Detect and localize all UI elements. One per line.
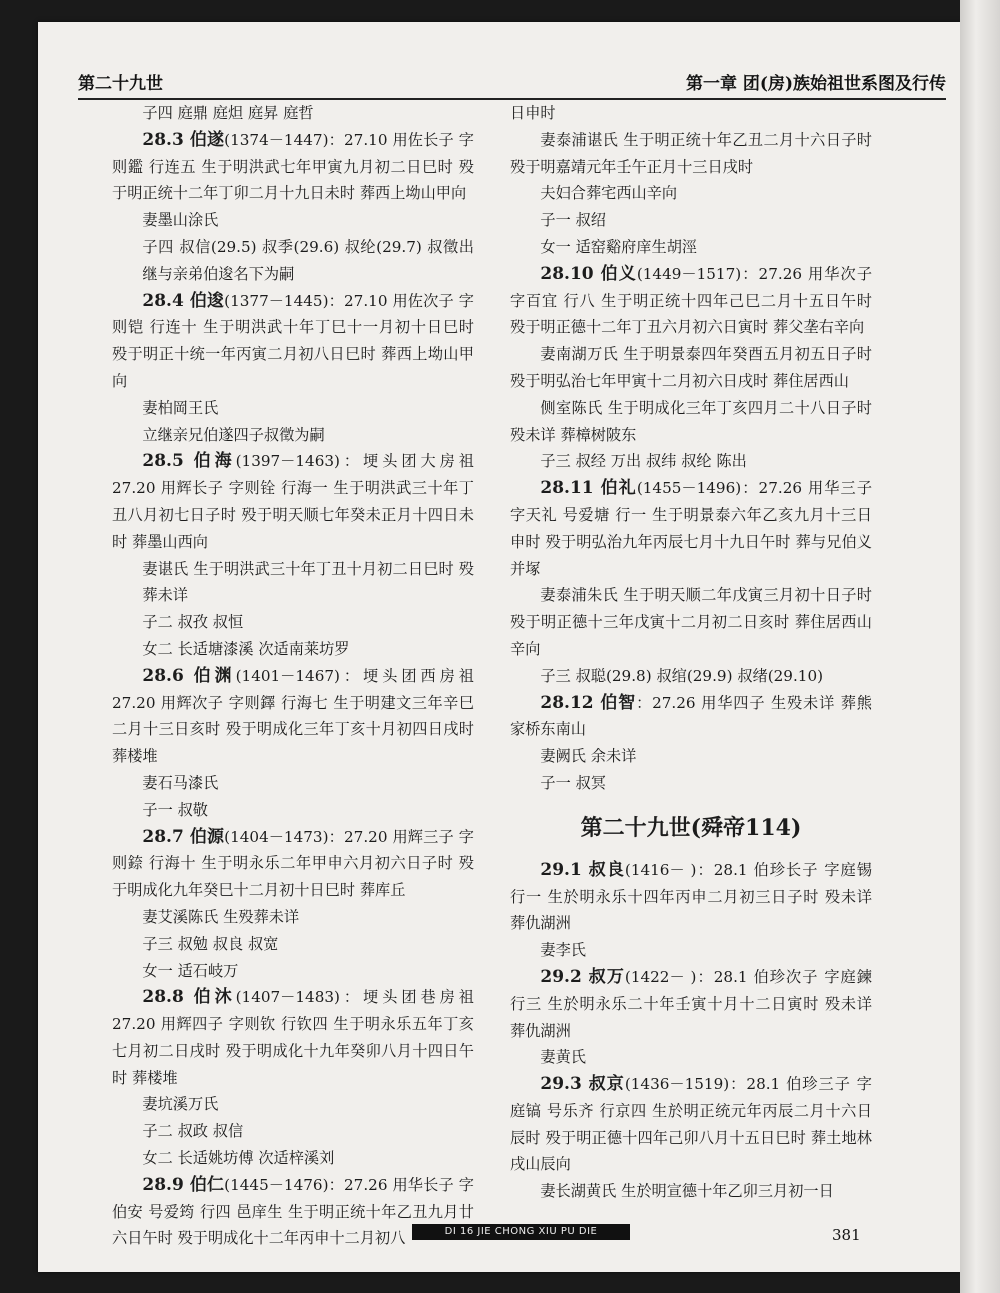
genealogy-entry [112, 127, 474, 207]
entry-text: 妻柏岡王氏 [142, 398, 219, 417]
entry-detail [112, 100, 474, 127]
right-text-column [510, 100, 872, 1205]
genealogy-entry [112, 288, 474, 395]
entry-text: 妻谌氏 生于明洪武三十年丁丑十月初二日巳时 殁葬未详 [142, 559, 474, 605]
entry-detail [112, 1118, 474, 1145]
person-name: 28.12 伯智 [540, 692, 637, 713]
person-name: 29.2 叔万 [540, 966, 625, 987]
entry-detail [510, 395, 872, 449]
page-number: 381 [832, 1226, 861, 1244]
entry-detail [510, 341, 872, 395]
genealogy-entry [510, 261, 872, 341]
genealogy-entry [510, 964, 872, 1044]
entry-text: (1397－1463)：埂头团大房祖27.20 用辉长子 字则铨 行海一 生于明洪武三十年丁丑八月初七日子时 殁于明天顺七年癸未正月十四日未时 葬墨山西向 [112, 452, 474, 551]
entry-text: (1374－1447)：27.10 用佐长子 字则鑑 行连五 生于明洪武七年甲寅九月初二日巳时 殁于明正统十二年丁卯二月十九日未时 葬西上坳山甲向 [112, 130, 474, 203]
entry-text: (1407－1483)：埂头团巷房祖27.20 用辉四子 字则钦 行钦四 生于明永乐五年丁亥七月初二日戌时 殁于明成化十九年癸卯八月十四日午时 葬楼堆 [112, 988, 474, 1087]
person-name: 29.1 叔良 [540, 859, 625, 880]
entry-detail [112, 556, 474, 610]
entry-detail [112, 395, 474, 422]
entry-detail [112, 609, 474, 636]
header-right-title: 第一章 团(房)族始祖世系图及行传 [685, 74, 946, 94]
entry-text: 妻艾溪陈氏 生殁葬未详 [142, 907, 300, 926]
entry-detail [112, 422, 474, 449]
entry-text: 侧室陈氏 生于明成化三年丁亥四月二十八日子时 殁未详 葬樟树陂东 [510, 398, 872, 444]
entry-text: (1401－1467)：埂头团西房祖27.20 用辉次子 字则鐸 行海七 生于明建文三年辛巳二月十三日亥时 殁于明成化三年丁亥十月初四日戌时 葬楼堆 [112, 666, 474, 766]
entry-detail [510, 663, 872, 690]
entry-text: 妻阙氏 余未详 [540, 747, 637, 766]
entry-text: 立继亲兄伯遂四子叔徵为嗣 [142, 425, 325, 444]
entry-detail [510, 180, 872, 207]
person-name: 28.4 伯逡 [142, 290, 225, 311]
entry-detail [510, 937, 872, 964]
entry-text: (1377－1445)：27.10 用佐次子 字则铠 行连十 生于明洪武十年丁巳十一月初十日巳时 殁于明正十统一年丙寅二月初八日巳时 葬西上坳山甲向 [112, 291, 474, 390]
genealogy-entry [510, 690, 872, 744]
entry-text: ：27.26 用华四子 生殁未详 葬熊家桥东南山 [510, 693, 872, 739]
entry-text: 子三 叔聪(29.8) 叔绾(29.9) 叔绪(29.10) [540, 666, 824, 685]
entry-detail [112, 770, 474, 797]
person-name: 28.11 伯礼 [540, 478, 637, 499]
entry-text: 子一 叔敬 [142, 800, 208, 819]
entry-detail [510, 582, 872, 662]
genealogy-entry [510, 857, 872, 937]
person-name: 28.8 伯沐 [142, 987, 236, 1008]
entry-text: 女二 长适姚坊傅 次适梓溪刘 [142, 1149, 335, 1168]
entry-text: 女一 适石岐万 [142, 961, 239, 980]
entry-text: 子二 叔政 叔信 [142, 1122, 244, 1141]
genealogy-entry [112, 984, 474, 1091]
entry-detail [510, 100, 872, 127]
entry-text: 子一 叔冥 [540, 773, 606, 792]
entry-text: 子三 叔勉 叔良 叔宽 [142, 934, 279, 953]
entry-text: 妻坑溪万氏 [142, 1095, 219, 1114]
genealogy-entry [112, 1172, 474, 1252]
entry-text: 妻石马漆氏 [142, 773, 219, 792]
entry-detail [510, 743, 872, 770]
left-text-column [112, 100, 474, 1252]
person-name: 28.6 伯渊 [142, 665, 236, 686]
entry-text: 夫妇合葬宅西山辛向 [540, 184, 678, 203]
entry-detail [510, 127, 872, 181]
entry-text: (1449－1517)：27.26 用华次子 字百宜 行八 生于明正统十四年己巳二月十五日午时 殁于明正德十二年丁丑六月初六日寅时 葬父垄右辛向 [510, 264, 873, 337]
footer-banner: DI 16 JIE CHONG XIU PU DIE [412, 1224, 630, 1240]
genealogy-entry [112, 448, 474, 555]
entry-text: 妻墨山涂氏 [142, 211, 219, 230]
person-name: 29.3 叔京 [540, 1074, 625, 1095]
genealogy-entry [510, 1071, 872, 1178]
entry-detail [112, 797, 474, 824]
entry-text: (1436－1519)：28.1 伯珍三子 字庭镐 号乐齐 行京四 生於明正统元年丙辰二月十六日辰时 殁于明正德十四年己卯八月十五日巳时 葬土地林戌山辰向 [510, 1075, 872, 1174]
entry-text: 子三 叔经 万出 叔纬 叔纶 陈出 [540, 452, 747, 471]
entry-detail [510, 770, 872, 797]
entry-detail [112, 234, 474, 288]
entry-text: 妻李氏 [540, 941, 586, 960]
entry-detail [510, 234, 872, 261]
person-name: 28.7 伯源 [142, 826, 225, 847]
entry-text: 子四 庭鼎 庭炟 庭昇 庭哲 [142, 104, 314, 122]
page-edge [960, 0, 1000, 1293]
genealogy-entry [112, 824, 474, 904]
entry-text: 妻泰浦谌氏 生于明正统十年乙丑二月十六日子时 殁于明嘉靖元年壬午正月十三日戌时 [510, 130, 872, 176]
entry-text: (1404－1473)：27.20 用辉三子 字则錼 行海十 生于明永乐二年甲申六月初六日子时 殁于明成化九年癸巳十二月初十日巳时 葬库丘 [112, 827, 474, 900]
person-name: 28.5 伯海 [142, 451, 236, 472]
entry-text: 女一 适窑谿府庠生胡涇 [540, 237, 698, 256]
entry-detail [112, 931, 474, 958]
running-header [78, 70, 946, 100]
entry-detail [112, 1091, 474, 1118]
generation-heading: 第二十九世(舜帝114) [580, 814, 802, 841]
entry-detail [510, 1044, 872, 1071]
entry-detail [510, 1178, 872, 1205]
entry-detail [112, 1145, 474, 1172]
entry-text: 子二 叔孜 叔恒 [142, 613, 244, 632]
entry-text: 妻黄氏 [540, 1048, 586, 1067]
entry-text: 日申时 [510, 104, 556, 122]
entry-detail [112, 958, 474, 985]
entry-text: 妻南湖万氏 生于明景泰四年癸酉五月初五日子时 殁于明弘治七年甲寅十二月初六日戌时 葬住居西山 [510, 345, 872, 390]
person-name: 28.9 伯仁 [142, 1174, 225, 1195]
person-name: 28.10 伯义 [540, 263, 637, 284]
entry-text: (1455－1496)：27.26 用华三子 字天礼 号爱塘 行一 生于明景泰六年乙亥九月十三日申时 殁于明弘治九年丙辰七月十九日午时 葬与兄伯义并塚 [510, 479, 873, 578]
entry-detail [510, 207, 872, 234]
entry-text: 子一 叔绍 [540, 211, 606, 230]
entry-detail [112, 904, 474, 931]
header-left-title: 第二十九世 [78, 74, 163, 94]
entry-text: (1416－ )：28.1 伯珍长子 字庭锡 行一 生於明永乐十四年丙申二月初三日子时 殁未详 葬仇湖洲 [510, 860, 872, 933]
person-name: 28.3 伯遂 [142, 129, 225, 150]
entry-detail [112, 636, 474, 663]
entry-text: 妻泰浦朱氏 生于明天顺二年戊寅三月初十日子时 殁于明正德十三年戊寅十二月初二日亥时 葬住居西山辛向 [510, 586, 872, 658]
entry-text: (1445－1476)：27.26 用华长子 字伯安 号爱筠 行四 邑庠生 生于明正统十年乙丑九月廿六日午时 殁于明成化十二年丙申十二月初八 [112, 1175, 474, 1248]
entry-text: 子四 叔信(29.5) 叔季(29.6) 叔纶(29.7) 叔徵出继与亲弟伯逡名下为嗣 [142, 237, 474, 283]
genealogy-entry [112, 663, 474, 770]
entry-text: (1422－ )：28.1 伯珍次子 字庭鍊 行三 生於明永乐二十年壬寅十月十二日寅时 殁未详 葬仇湖洲 [510, 967, 872, 1040]
entry-text: 妻长湖黄氏 生於明宣德十年乙卯三月初一日 [540, 1182, 834, 1201]
entry-detail [112, 207, 474, 234]
entry-text: 女二 长适塘漆溪 次适南莱坊罗 [142, 639, 350, 658]
genealogy-entry [510, 475, 872, 582]
entry-detail [510, 448, 872, 475]
